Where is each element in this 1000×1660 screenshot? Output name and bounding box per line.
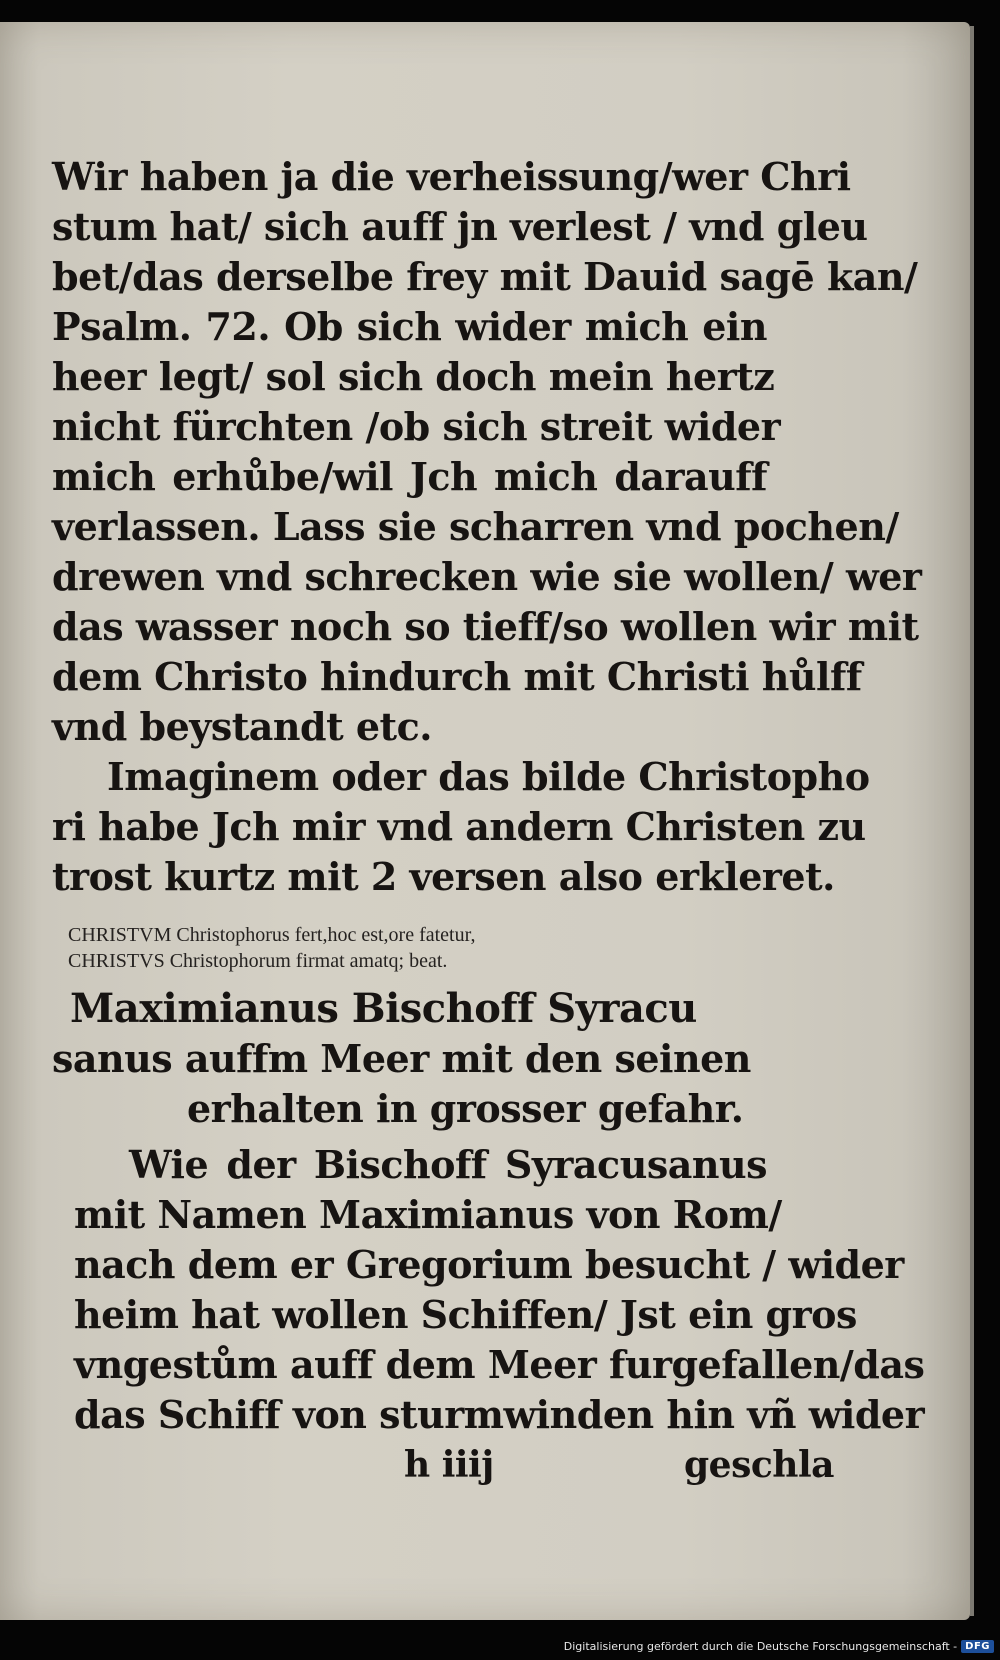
verse-line: CHRISTVM Christophorus fert,hoc est,ore fatetur, [68,924,476,946]
text-line: ri habe Jch mir vnd andern Christen zu [52,804,866,849]
text-line: bet/das derselbe frey mit Dauid sagē kan/ [52,254,918,299]
signature-mark: h iiij [404,1444,494,1486]
text-line: dem Christo hindurch mit Christi hůlff [52,654,862,699]
book-page-scan [0,22,970,1620]
heading-line: sanus auffm Meer mit den seinen [52,1036,751,1081]
text-line: mich erhůbe/wil Jch mich darauff [52,454,767,499]
verse-line: CHRISTVS Christophorum firmat amatq; beat. [68,950,448,972]
text-line: vngestům auff dem Meer furgefallen/das [74,1342,925,1387]
text-line: nach dem er Gregorium besucht / wider [74,1242,904,1287]
page-edge [970,26,974,1616]
text-line: nicht fürchten /ob sich streit wider [52,404,781,449]
text-line: vnd beystandt etc. [52,704,432,749]
text-line: verlassen. Lass sie scharren vnd pochen/ [52,504,899,549]
heading-line: Maximianus Bischoff Syracu [70,985,697,1032]
text-line: trost kurtz mit 2 versen also erkleret. [52,854,835,899]
text-line: stum hat/ sich auff jn verlest / vnd gleu [52,204,868,249]
paragraph-3 [52,1140,925,1490]
text-line: drewen vnd schrecken wie sie wollen/ wer [52,554,922,599]
page-footer-line [74,1440,834,1490]
paragraph-1 [52,152,922,752]
funding-notice: Digitalisierung gefördert durch die Deutsche Forschungsgemeinschaft - [563,1639,958,1653]
text-line: mit Namen Maximianus von Rom/ [74,1192,782,1237]
text-line: das Schiff von sturmwinden hin vñ wider [74,1392,925,1437]
heading-line: erhalten in grosser gefahr. [187,1086,744,1131]
text-line: das wasser noch so tieff/so wollen wir mit [52,604,919,649]
text-line: Wie der Bischoff Syracusanus [129,1142,767,1187]
dfg-logo: DFG [961,1640,994,1653]
text-line: Wir haben ja die verheissung/wer Chri [52,154,851,199]
funding-footer [564,1636,994,1656]
latin-verses [52,922,767,974]
text-line: Psalm. 72. Ob sich wider mich ein [52,304,767,349]
section-heading [52,984,767,1134]
catchword: geschla [684,1444,834,1486]
paragraph-2 [52,752,870,902]
text-line: heer legt/ sol sich doch mein hertz [52,354,775,399]
page-text [52,152,925,1490]
text-line: Imaginem oder das bilde Christopho [107,754,870,799]
text-line: heim hat wollen Schiffen/ Jst ein gros [74,1292,857,1337]
